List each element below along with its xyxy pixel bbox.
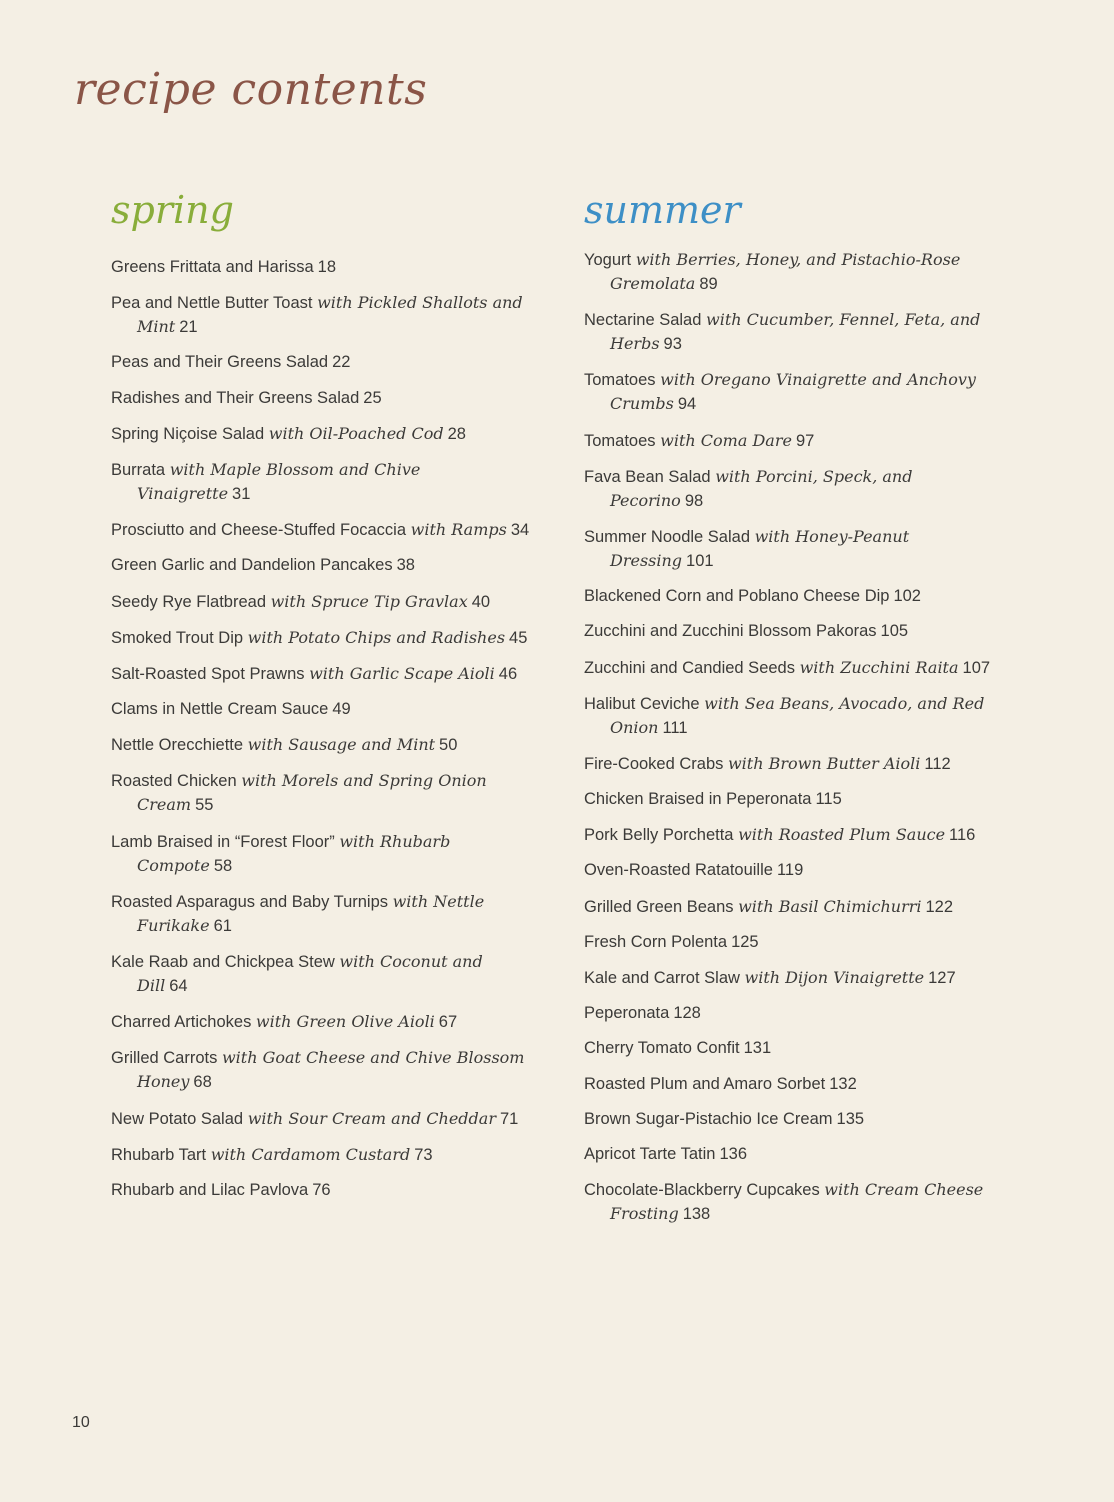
recipe-page-number: 71: [499, 1109, 519, 1128]
recipe-accompaniment: with Cucumber, Fennel, Feta, and Herbs: [610, 310, 981, 354]
recipe-accompaniment: with Potato Chips and Radishes: [247, 627, 506, 647]
recipe-entry: [111, 1107, 531, 1131]
recipe-page-number: 116: [949, 826, 976, 845]
recipe-accompaniment: with Morels and Spring Onion Cream: [137, 771, 487, 815]
recipe-entry: [111, 769, 531, 817]
recipe-title: Roasted Asparagus and Baby Turnips: [111, 892, 389, 911]
recipe-title: Nectarine Salad: [584, 311, 702, 330]
recipe-entry: [584, 585, 1004, 608]
recipe-title: Brown Sugar-Pistachio Ice Cream: [584, 1109, 833, 1128]
recipe-title: Fava Bean Salad: [584, 467, 711, 486]
recipe-entry: [584, 1143, 1004, 1166]
recipe-page-number: 102: [893, 587, 921, 606]
recipe-entry: [111, 256, 531, 279]
recipe-title: Pea and Nettle Butter Toast: [111, 294, 313, 313]
recipe-title: Zucchini and Candied Seeds: [584, 658, 795, 677]
recipe-entry: [584, 931, 1004, 954]
recipe-page-number: 45: [509, 628, 528, 647]
spring-recipe-list: [111, 256, 531, 1202]
spring-heading: spring: [111, 188, 234, 232]
recipe-title: Yogurt: [584, 251, 632, 269]
recipe-title: Pork Belly Porchetta: [584, 826, 734, 845]
recipe-page-number: 73: [414, 1145, 433, 1164]
recipe-entry: [111, 291, 531, 339]
recipe-page-number: 115: [815, 790, 842, 809]
recipe-entry: [584, 788, 1004, 811]
recipe-title: Zucchini and Zucchini Blossom Pakoras: [584, 622, 877, 641]
recipe-page-number: 128: [673, 1004, 701, 1023]
recipe-page-number: 127: [928, 969, 956, 987]
recipe-entry: [584, 1108, 1004, 1131]
summer-recipe-list: [584, 248, 1004, 1226]
recipe-title: Salt-Roasted Spot Prawns: [111, 664, 305, 683]
recipe-entry: [584, 692, 1004, 740]
recipe-accompaniment: with Sea Beans, Avocado, and Red Onion: [610, 693, 985, 737]
recipe-entry: [584, 656, 1004, 680]
recipe-page-number: 67: [438, 1013, 458, 1032]
recipe-title: Clams in Nettle Cream Sauce: [111, 700, 329, 719]
page-title: recipe contents: [74, 64, 428, 115]
recipe-title: Chicken Braised in Peperonata: [584, 790, 812, 809]
recipe-page-number: 50: [439, 736, 458, 755]
recipe-title: Rhubarb Tart: [111, 1145, 207, 1164]
recipe-page-number: 38: [396, 556, 415, 575]
recipe-title: Apricot Tarte Tatin: [584, 1144, 716, 1163]
summer-heading: summer: [584, 188, 741, 232]
recipe-accompaniment: with Basil Chimichurri: [738, 896, 922, 916]
recipe-page-number: 101: [686, 551, 714, 570]
recipe-accompaniment: with Cream Cheese Frosting: [610, 1180, 984, 1224]
recipe-accompaniment: with Honey-Peanut Dressing: [610, 526, 910, 570]
recipe-title: Burrata: [111, 460, 166, 479]
recipe-title: Oven-Roasted Ratatouille: [584, 861, 773, 880]
recipe-entry: [584, 752, 1004, 776]
recipe-accompaniment: with Porcini, Speck, and Pecorino: [610, 466, 913, 510]
recipe-accompaniment: with Roasted Plum Sauce: [738, 825, 946, 845]
recipe-page-number: 28: [447, 424, 466, 443]
recipe-accompaniment: with Nettle Furikake: [137, 891, 485, 935]
recipe-title: Greens Frittata and Harissa: [111, 258, 314, 276]
recipe-title: Seedy Rye Flatbread: [111, 592, 267, 611]
recipe-title: Grilled Carrots: [111, 1049, 218, 1068]
recipe-accompaniment: with Rhubarb Compote: [137, 831, 451, 875]
recipe-page-number: 49: [332, 700, 351, 719]
recipe-title: New Potato Salad: [111, 1109, 244, 1128]
recipe-entry: [584, 895, 1004, 919]
recipe-accompaniment: with Ramps: [410, 520, 507, 540]
recipe-page-number: 93: [663, 335, 682, 354]
recipe-entry: [584, 308, 1004, 356]
recipe-accompaniment: with Oregano Vinaigrette and Anchovy Crumbs: [610, 370, 976, 414]
recipe-page-number: 94: [677, 395, 697, 414]
recipe-title: Prosciutto and Cheese-Stuffed Focaccia: [111, 521, 407, 540]
recipe-accompaniment: with Maple Blossom and Chive Vinaigrette: [137, 459, 421, 503]
recipe-title: Grilled Green Beans: [584, 897, 734, 916]
recipe-accompaniment: with Sausage and Mint: [247, 735, 436, 755]
recipe-entry: [111, 1179, 531, 1202]
recipe-title: Spring Niçoise Salad: [111, 424, 265, 443]
recipe-title: Tomatoes: [584, 371, 656, 390]
recipe-accompaniment: with Spruce Tip Gravlax: [270, 591, 468, 611]
recipe-page-number: 112: [924, 754, 951, 773]
recipe-entry: [584, 368, 1004, 416]
recipe-entry: [111, 1010, 531, 1034]
recipe-page-number: 68: [193, 1073, 212, 1092]
recipe-title: Kale Raab and Chickpea Stew: [111, 953, 335, 971]
recipe-page-number: 122: [925, 897, 954, 916]
recipe-page-number: 136: [719, 1144, 747, 1163]
recipe-accompaniment: with Sour Cream and Cheddar: [247, 1108, 496, 1128]
recipe-title: Smoked Trout Dip: [111, 628, 244, 647]
recipe-entry: [111, 351, 531, 374]
recipe-title: Chocolate-Blackberry Cupcakes: [584, 1181, 820, 1200]
recipe-entry: [584, 248, 1004, 296]
recipe-entry: [111, 387, 531, 410]
recipe-page-number: 31: [232, 484, 251, 503]
recipe-title: Blackened Corn and Poblano Cheese Dip: [584, 587, 890, 606]
recipe-title: Peas and Their Greens Salad: [111, 353, 329, 372]
recipe-entry: [584, 966, 1004, 990]
recipe-accompaniment: with Garlic Scape Aioli: [309, 663, 495, 683]
recipe-entry: [111, 698, 531, 721]
spring-column: [111, 188, 531, 1214]
recipe-entry: [111, 890, 531, 938]
recipe-page-number: 34: [510, 521, 530, 540]
recipe-page-number: 135: [836, 1109, 865, 1128]
recipe-accompaniment: with Coma Dare: [660, 430, 792, 450]
recipe-page-number: 97: [795, 431, 815, 450]
recipe-entry: [584, 1002, 1004, 1025]
recipe-page-number: 58: [213, 856, 233, 875]
recipe-page-number: 89: [699, 275, 718, 293]
recipe-entry: [584, 1037, 1004, 1060]
recipe-title: Halibut Ceviche: [584, 694, 700, 713]
recipe-entry: [111, 950, 531, 998]
recipe-accompaniment: with Goat Cheese and Chive Blossom Honey: [137, 1048, 525, 1092]
recipe-title: Summer Noodle Salad: [584, 527, 750, 546]
recipe-accompaniment: with Berries, Honey, and Pistachio-Rose Gremolata: [610, 250, 961, 293]
recipe-title: Lamb Braised in “Forest Floor”: [111, 832, 335, 851]
recipe-page-number: 132: [829, 1074, 857, 1093]
recipe-title: Cherry Tomato Confit: [584, 1039, 740, 1058]
recipe-title: Kale and Carrot Slaw: [584, 969, 740, 987]
recipe-title: Green Garlic and Dandelion Pancakes: [111, 556, 393, 575]
recipe-page-number: 111: [662, 718, 688, 737]
recipe-page-number: 125: [731, 932, 759, 951]
recipe-page-number: 119: [776, 861, 804, 880]
recipe-entry: [111, 422, 531, 446]
recipe-page-number: 25: [363, 388, 382, 407]
recipe-accompaniment: with Zucchini Raita: [799, 657, 959, 677]
recipe-entry: [111, 554, 531, 577]
recipe-page-number: 98: [684, 491, 704, 510]
recipe-entry: [111, 1143, 531, 1167]
recipe-entry: [584, 465, 1004, 513]
page-number: 10: [72, 1414, 90, 1431]
recipe-page-number: 40: [471, 592, 491, 611]
recipe-page-number: 131: [743, 1039, 772, 1058]
recipe-entry: [584, 823, 1004, 847]
recipe-accompaniment: with Dijon Vinaigrette: [744, 968, 925, 987]
recipe-accompaniment: with Pickled Shallots and Mint: [137, 293, 523, 337]
recipe-page-number: 138: [682, 1205, 711, 1224]
recipe-page-number: 46: [498, 664, 518, 683]
recipe-title: Rhubarb and Lilac Pavlova: [111, 1180, 309, 1199]
recipe-page-number: 107: [962, 658, 991, 677]
recipe-entry: [584, 859, 1004, 882]
recipe-entry: [111, 733, 531, 757]
recipe-entry: [584, 1073, 1004, 1096]
recipe-entry: [111, 662, 531, 686]
recipe-title: Fresh Corn Polenta: [584, 932, 728, 951]
recipe-accompaniment: with Coconut and Dill: [137, 952, 483, 995]
recipe-page-number: 64: [169, 977, 188, 995]
recipe-title: Radishes and Their Greens Salad: [111, 388, 360, 407]
recipe-accompaniment: with Cardamom Custard: [210, 1144, 411, 1164]
recipe-entry: [111, 590, 531, 614]
recipe-entry: [584, 525, 1004, 573]
recipe-entry: [111, 458, 531, 506]
recipe-page-number: 18: [317, 258, 337, 276]
recipe-entry: [584, 620, 1004, 643]
recipe-page-number: 61: [213, 916, 232, 935]
recipe-page-number: 105: [880, 622, 909, 641]
recipe-entry: [111, 830, 531, 878]
recipe-entry: [111, 518, 531, 542]
recipe-page-number: 55: [195, 796, 214, 815]
recipe-title: Nettle Orecchiette: [111, 736, 244, 755]
recipe-entry: [584, 429, 1004, 453]
recipe-page-number: 22: [332, 353, 351, 372]
recipe-title: Roasted Chicken: [111, 772, 237, 791]
recipe-accompaniment: with Oil-Poached Cod: [268, 423, 444, 443]
recipe-title: Charred Artichokes: [111, 1013, 252, 1032]
recipe-title: Peperonata: [584, 1004, 670, 1023]
recipe-title: Fire-Cooked Crabs: [584, 754, 724, 773]
recipe-page-number: 76: [312, 1180, 331, 1199]
recipe-title: Roasted Plum and Amaro Sorbet: [584, 1074, 826, 1093]
recipe-accompaniment: with Green Olive Aioli: [255, 1012, 435, 1032]
recipe-entry: [111, 1046, 531, 1094]
recipe-page-number: 21: [179, 318, 198, 337]
summer-column: [584, 188, 1004, 1238]
recipe-entry: [584, 1178, 1004, 1226]
recipe-title: Tomatoes: [584, 431, 656, 450]
recipe-accompaniment: with Brown Butter Aioli: [727, 753, 921, 773]
recipe-entry: [111, 626, 531, 650]
